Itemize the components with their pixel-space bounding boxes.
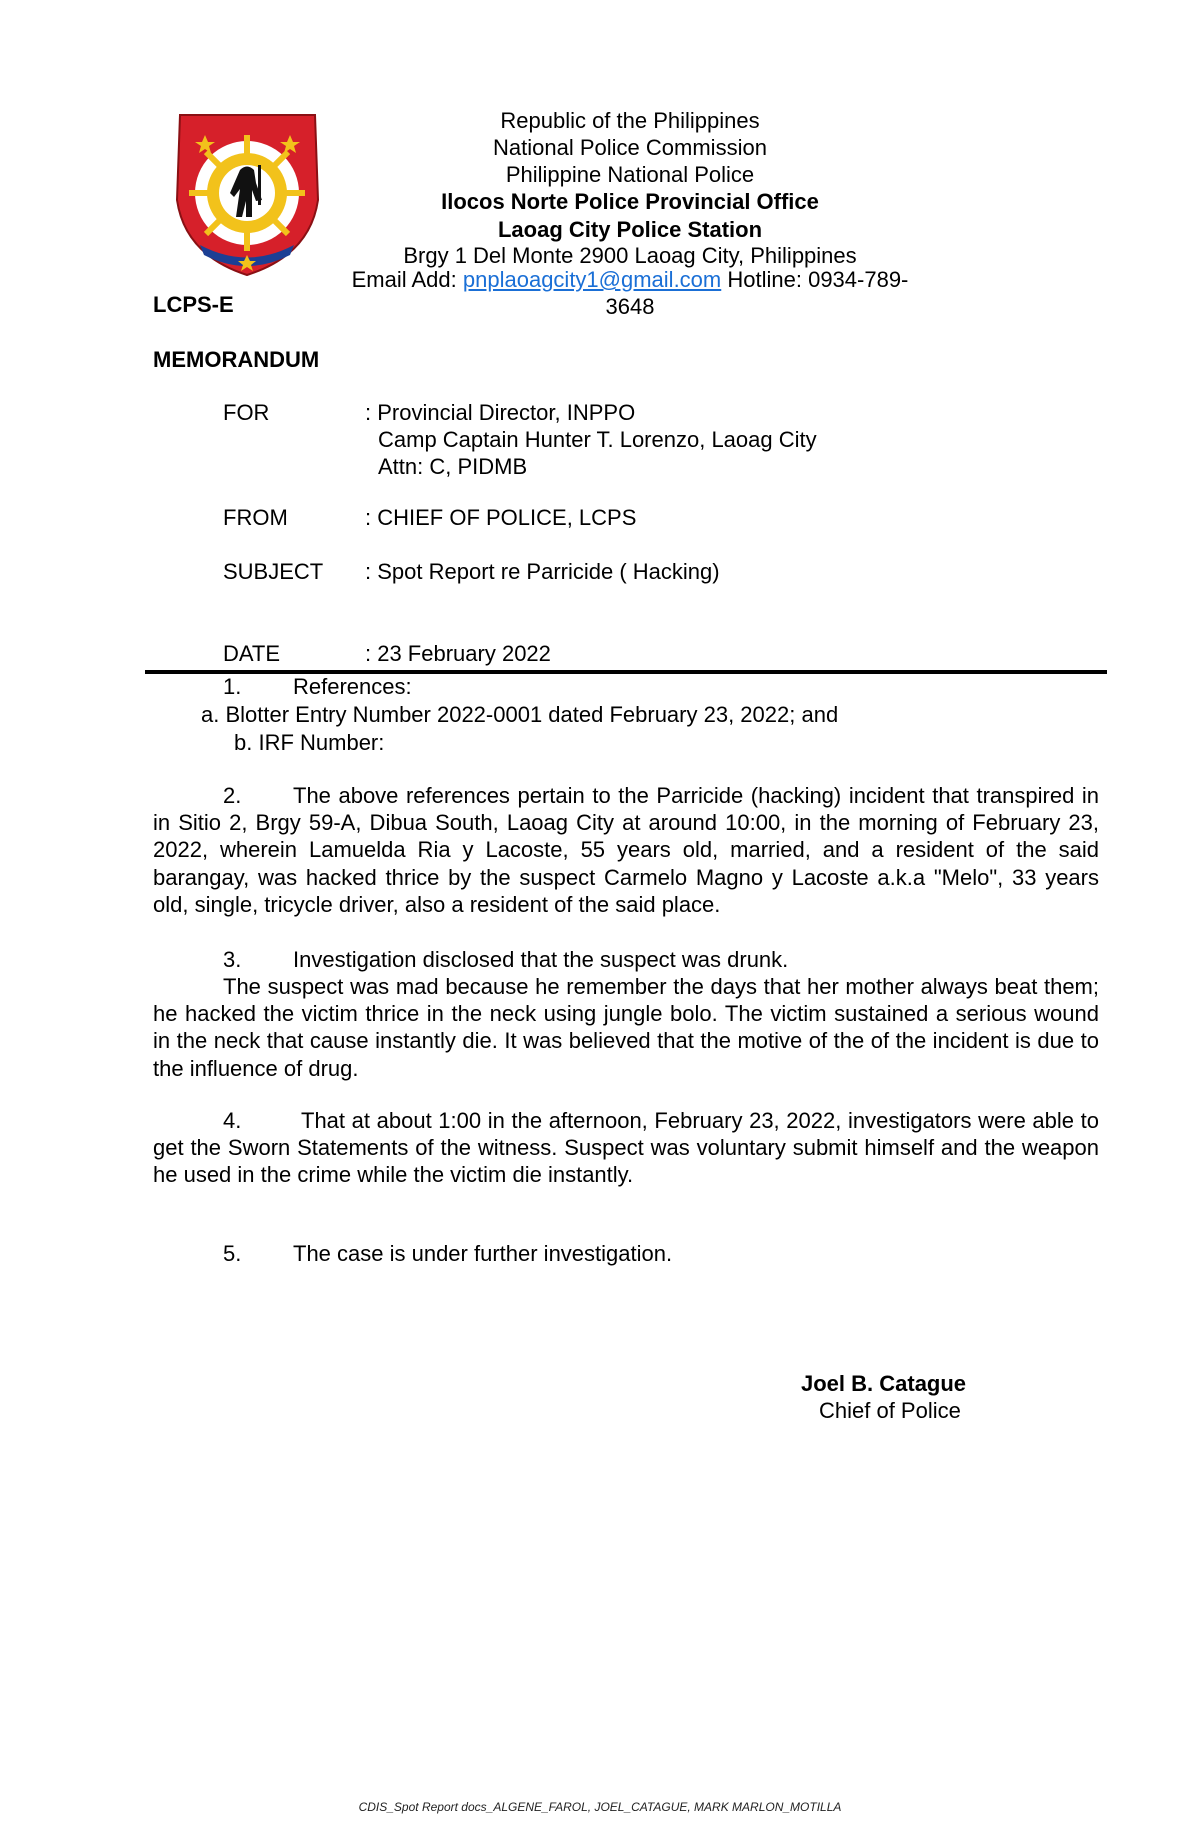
p4-number: 4. — [223, 1108, 242, 1133]
p2-text: The above references pertain to the Parricide (hacking) incident that transpired in in Sitio 2, Brgy 59-A, Dibua South, Laoag City at around 10:00, in the morning of February 23, 2022, wherein Lamuelda Ria y Lacoste, 55 years old, married, and a resident of the said barangay, was hacked thrice by the suspect Carmelo Magno y Lacoste a.k.a "Melo", 33 years old, single, tricycle driver, also a resident of the said place. — [153, 783, 1099, 917]
header-republic: Republic of the Philippines — [500, 108, 760, 133]
header-station: Laoag City Police Station — [497, 217, 763, 242]
p5-number: 5. — [223, 1241, 242, 1266]
for-value: : Provincial Director, INPPO — [365, 400, 636, 425]
date-label: DATE — [223, 641, 281, 666]
memo-title: MEMORANDUM — [153, 347, 320, 372]
header-address: Brgy 1 Del Monte 2900 Laoag City, Philippines — [403, 243, 857, 268]
header-provincial-office: Ilocos Norte Police Provincial Office — [441, 189, 819, 214]
p4-text: That at about 1:00 in the afternoon, February 23, 2022, investigators were able to get the Sworn Statements of the witness. Suspect was voluntary submit himself and the weapon he used in the crime while the victim die instantly. — [153, 1108, 1099, 1188]
subject-label: SUBJECT — [223, 559, 324, 584]
email-label: Email Add: — [351, 267, 457, 292]
date-value: : 23 February 2022 — [365, 641, 551, 666]
pnp-logo — [170, 105, 325, 285]
from-label: FROM — [223, 505, 288, 530]
p3-text: Investigation disclosed that the suspect was drunk. — [293, 947, 789, 972]
email-link[interactable]: pnplaoagcity1@gmail.com — [462, 267, 722, 292]
header-napolcom: National Police Commission — [493, 135, 767, 160]
header-divider — [145, 670, 1107, 674]
p3-number: 3. — [223, 947, 242, 972]
from-value: : CHIEF OF POLICE, LCPS — [365, 505, 637, 530]
subject-value: : Spot Report re Parricide ( Hacking) — [365, 559, 720, 584]
memo-code: LCPS-E — [153, 292, 234, 317]
p1-text: References: — [293, 674, 412, 699]
paragraph-2 — [153, 782, 1099, 918]
header-pnp: Philippine National Police — [505, 162, 755, 187]
paragraph-4 — [153, 1107, 1099, 1189]
document-footer: CDIS_Spot Report docs_ALGENE_FAROL, JOEL_CATAGUE, MARK MARLON_MOTILLA — [358, 1800, 842, 1814]
signatory-title: Chief of Police — [819, 1398, 961, 1423]
signatory-name: Joel B. Catague — [801, 1371, 967, 1396]
for-value-attn: Attn: C, PIDMB — [378, 454, 528, 479]
for-label: FOR — [223, 400, 270, 425]
p3-continuation: The suspect was mad because he remember the days that her mother always beat them; he hacked the victim thrice in the neck using jungle bolo. The victim sustained a serious wound in the neck that cause instantly die. It was believed that the motive of the of the incident is due to the influence of drug. — [153, 974, 1099, 1081]
header-contact — [330, 266, 930, 320]
p2-number: 2. — [223, 783, 242, 808]
hotline: Hotline: 0934-789-3648 — [605, 267, 909, 319]
reference-a: a. Blotter Entry Number 2022-0001 dated February 23, 2022; and — [201, 702, 839, 727]
p1-number: 1. — [223, 674, 242, 699]
for-value-camp: Camp Captain Hunter T. Lorenzo, Laoag City — [378, 427, 817, 452]
reference-b: b. IRF Number: — [234, 730, 385, 755]
p5-text: The case is under further investigation. — [293, 1241, 673, 1266]
